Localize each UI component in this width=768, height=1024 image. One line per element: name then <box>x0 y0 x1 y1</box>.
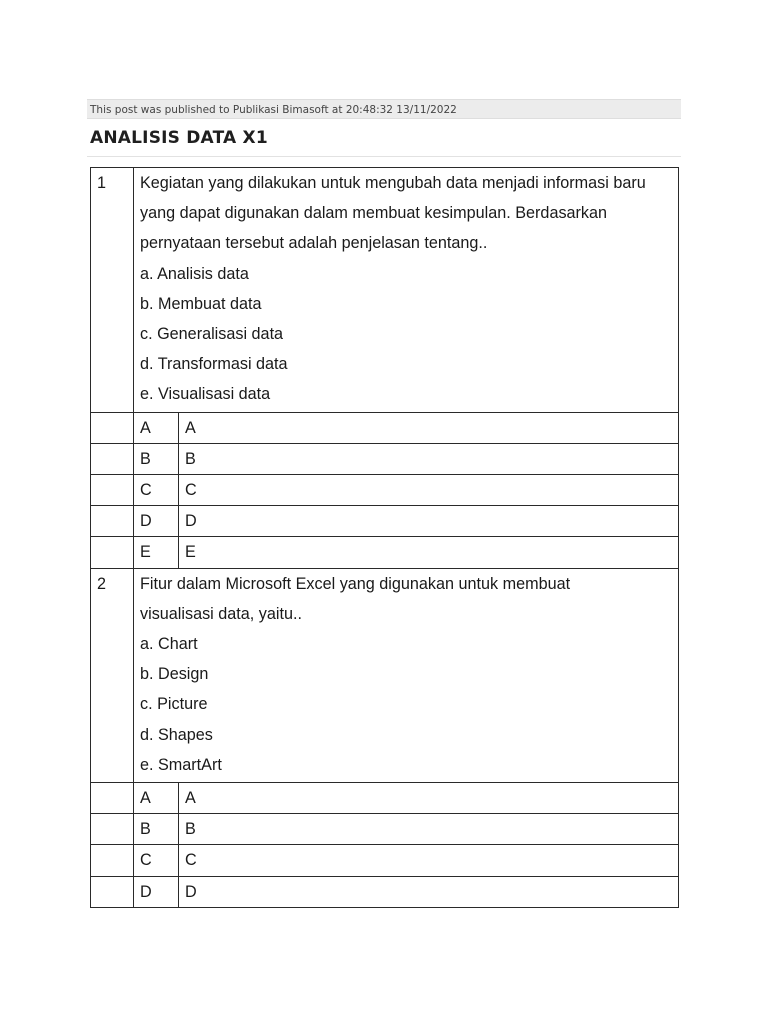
option-key: B <box>134 814 179 845</box>
question-cell <box>134 168 679 413</box>
question-row <box>91 568 679 782</box>
option-row <box>91 537 679 568</box>
choice-item: d. Transformasi data <box>140 355 288 374</box>
empty-cell <box>91 412 134 443</box>
choice-item: c. Generalisasi data <box>140 325 284 344</box>
option-value: A <box>179 783 679 814</box>
choice-item: c. Picture <box>140 695 208 714</box>
option-row <box>91 475 679 506</box>
question-text: Kegiatan yang dilakukan untuk mengubah data menjadi informasi baru yang dapat digunakan dalam membuat kesimpulan. Berdasarkan pernyataan tersebut adalah penjelasan tentang.. <box>140 174 646 253</box>
page-title: ANALISIS DATA X1 <box>90 128 268 148</box>
choice-item: b. Membuat data <box>140 294 262 313</box>
question-number: 1 <box>91 168 134 413</box>
option-key: D <box>134 876 179 907</box>
option-value: B <box>179 443 679 474</box>
question-row <box>91 168 679 413</box>
option-row <box>91 783 679 814</box>
option-key: A <box>134 783 179 814</box>
option-row <box>91 876 679 907</box>
choice-item: b. Design <box>140 665 209 684</box>
empty-cell <box>91 783 134 814</box>
choice-item: a. Chart <box>140 635 198 654</box>
option-row <box>91 814 679 845</box>
choice-item: d. Shapes <box>140 725 213 744</box>
question-number: 2 <box>91 568 134 782</box>
empty-cell <box>91 876 134 907</box>
empty-cell <box>91 537 134 568</box>
choice-item: e. SmartArt <box>140 755 222 774</box>
option-key: C <box>134 475 179 506</box>
choice-item: a. Analisis data <box>140 264 249 283</box>
option-key: B <box>134 443 179 474</box>
option-row <box>91 412 679 443</box>
option-value: B <box>179 814 679 845</box>
empty-cell <box>91 443 134 474</box>
option-row <box>91 845 679 876</box>
choice-item: e. Visualisasi data <box>140 385 271 404</box>
empty-cell <box>91 506 134 537</box>
empty-cell <box>91 845 134 876</box>
option-key: C <box>134 845 179 876</box>
option-row <box>91 443 679 474</box>
option-value: A <box>179 412 679 443</box>
publication-notice-text: This post was published to Publikasi Bimasoft at 20:48:32 13/11/2022 <box>90 104 457 116</box>
option-value: C <box>179 845 679 876</box>
option-value: C <box>179 475 679 506</box>
question-text: Fitur dalam Microsoft Excel yang digunakan untuk membuat visualisasi data, yaitu.. <box>140 574 571 623</box>
option-value: D <box>179 506 679 537</box>
option-value: D <box>179 876 679 907</box>
option-row <box>91 506 679 537</box>
question-cell <box>134 568 679 782</box>
publication-notice <box>87 99 681 119</box>
option-key: D <box>134 506 179 537</box>
empty-cell <box>91 814 134 845</box>
title-divider <box>87 156 681 157</box>
empty-cell <box>91 475 134 506</box>
quiz-table <box>90 167 679 908</box>
option-key: E <box>134 537 179 568</box>
option-value: E <box>179 537 679 568</box>
option-key: A <box>134 412 179 443</box>
